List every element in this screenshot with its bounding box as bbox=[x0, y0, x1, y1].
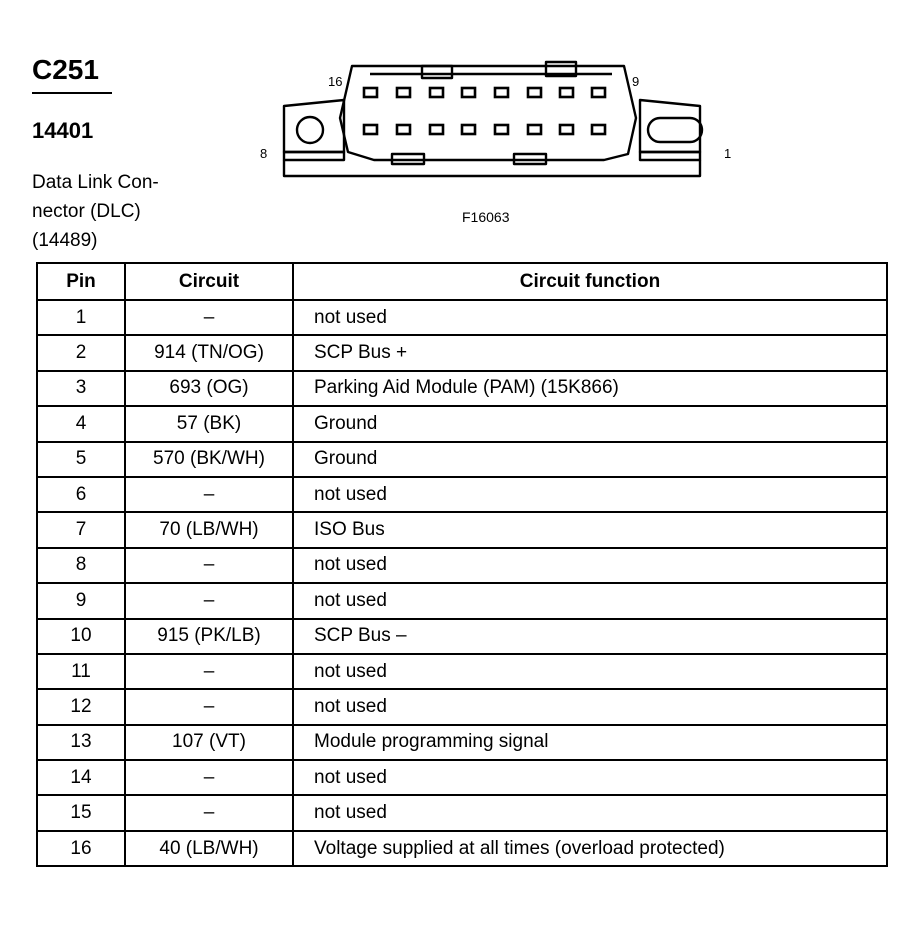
table-row bbox=[37, 795, 887, 830]
pin-cell: 6 bbox=[37, 477, 125, 512]
column-header-function: Circuit function bbox=[293, 263, 887, 300]
function-cell: SCP Bus – bbox=[293, 619, 887, 654]
table-row bbox=[37, 477, 887, 512]
pin-label-8: 8 bbox=[260, 146, 268, 161]
circuit-cell: – bbox=[125, 654, 293, 689]
table-row bbox=[37, 371, 887, 406]
pin-label-16: 16 bbox=[328, 74, 343, 89]
connector-description bbox=[32, 168, 192, 255]
pin-cell: 4 bbox=[37, 406, 125, 441]
pin-cell: 15 bbox=[37, 795, 125, 830]
circuit-cell: – bbox=[125, 548, 293, 583]
table-row bbox=[37, 760, 887, 795]
pin-label-1: 1 bbox=[724, 146, 732, 161]
table-row bbox=[37, 583, 887, 618]
function-cell: not used bbox=[293, 300, 887, 335]
pin-cell: 12 bbox=[37, 689, 125, 724]
connector-id-underline bbox=[32, 92, 112, 94]
table-row bbox=[37, 442, 887, 477]
pin-cell: 13 bbox=[37, 725, 125, 760]
pin-cell: 14 bbox=[37, 760, 125, 795]
pin-cell: 2 bbox=[37, 335, 125, 370]
circuit-cell: 57 (BK) bbox=[125, 406, 293, 441]
pin-cell: 16 bbox=[37, 831, 125, 866]
table-header-row bbox=[37, 263, 887, 300]
table-row bbox=[37, 725, 887, 760]
table-row bbox=[37, 335, 887, 370]
function-cell: Voltage supplied at all times (overload protected) bbox=[293, 831, 887, 866]
circuit-cell: – bbox=[125, 760, 293, 795]
function-cell: Ground bbox=[293, 442, 887, 477]
pin-cell: 11 bbox=[37, 654, 125, 689]
table-row bbox=[37, 654, 887, 689]
circuit-cell: 70 (LB/WH) bbox=[125, 512, 293, 547]
circuit-cell: – bbox=[125, 689, 293, 724]
figure-code: F16063 bbox=[462, 209, 510, 225]
circuit-cell: 693 (OG) bbox=[125, 371, 293, 406]
circuit-cell: 40 (LB/WH) bbox=[125, 831, 293, 866]
pin-cell: 9 bbox=[37, 583, 125, 618]
function-cell: Module programming signal bbox=[293, 725, 887, 760]
pin-cell: 3 bbox=[37, 371, 125, 406]
table-row bbox=[37, 689, 887, 724]
pin-cell: 1 bbox=[37, 300, 125, 335]
table-row bbox=[37, 548, 887, 583]
column-header-circuit: Circuit bbox=[125, 263, 293, 300]
circuit-cell: 107 (VT) bbox=[125, 725, 293, 760]
circuit-cell: 914 (TN/OG) bbox=[125, 335, 293, 370]
function-cell: Ground bbox=[293, 406, 887, 441]
pin-table-body bbox=[37, 300, 887, 866]
circuit-cell: – bbox=[125, 795, 293, 830]
pin-cell: 5 bbox=[37, 442, 125, 477]
pin-label-9: 9 bbox=[632, 74, 640, 89]
description-line: (14489) bbox=[32, 230, 98, 251]
circuit-cell: 915 (PK/LB) bbox=[125, 619, 293, 654]
function-cell: not used bbox=[293, 760, 887, 795]
pin-cell: 7 bbox=[37, 512, 125, 547]
description-line: nector (DLC) bbox=[32, 201, 141, 222]
function-cell: not used bbox=[293, 795, 887, 830]
connector-number: 14401 bbox=[32, 118, 94, 143]
function-cell: not used bbox=[293, 548, 887, 583]
table-row bbox=[37, 831, 887, 866]
column-header-pin: Pin bbox=[37, 263, 125, 300]
table-row bbox=[37, 619, 887, 654]
pin-table bbox=[36, 262, 888, 867]
pin-cell: 10 bbox=[37, 619, 125, 654]
function-cell: ISO Bus bbox=[293, 512, 887, 547]
circuit-cell: – bbox=[125, 583, 293, 618]
pin-cell: 8 bbox=[37, 548, 125, 583]
function-cell: not used bbox=[293, 689, 887, 724]
function-cell: not used bbox=[293, 477, 887, 512]
table-row bbox=[37, 512, 887, 547]
connector-id: C251 bbox=[32, 54, 99, 85]
circuit-cell: 570 (BK/WH) bbox=[125, 442, 293, 477]
function-cell: not used bbox=[293, 654, 887, 689]
circuit-cell: – bbox=[125, 477, 293, 512]
function-cell: not used bbox=[293, 583, 887, 618]
table-row bbox=[37, 300, 887, 335]
obd-connector-icon bbox=[252, 48, 732, 188]
description-line: Data Link Con- bbox=[32, 172, 159, 193]
function-cell: SCP Bus + bbox=[293, 335, 887, 370]
function-cell: Parking Aid Module (PAM) (15K866) bbox=[293, 371, 887, 406]
table-row bbox=[37, 406, 887, 441]
circuit-cell: – bbox=[125, 300, 293, 335]
